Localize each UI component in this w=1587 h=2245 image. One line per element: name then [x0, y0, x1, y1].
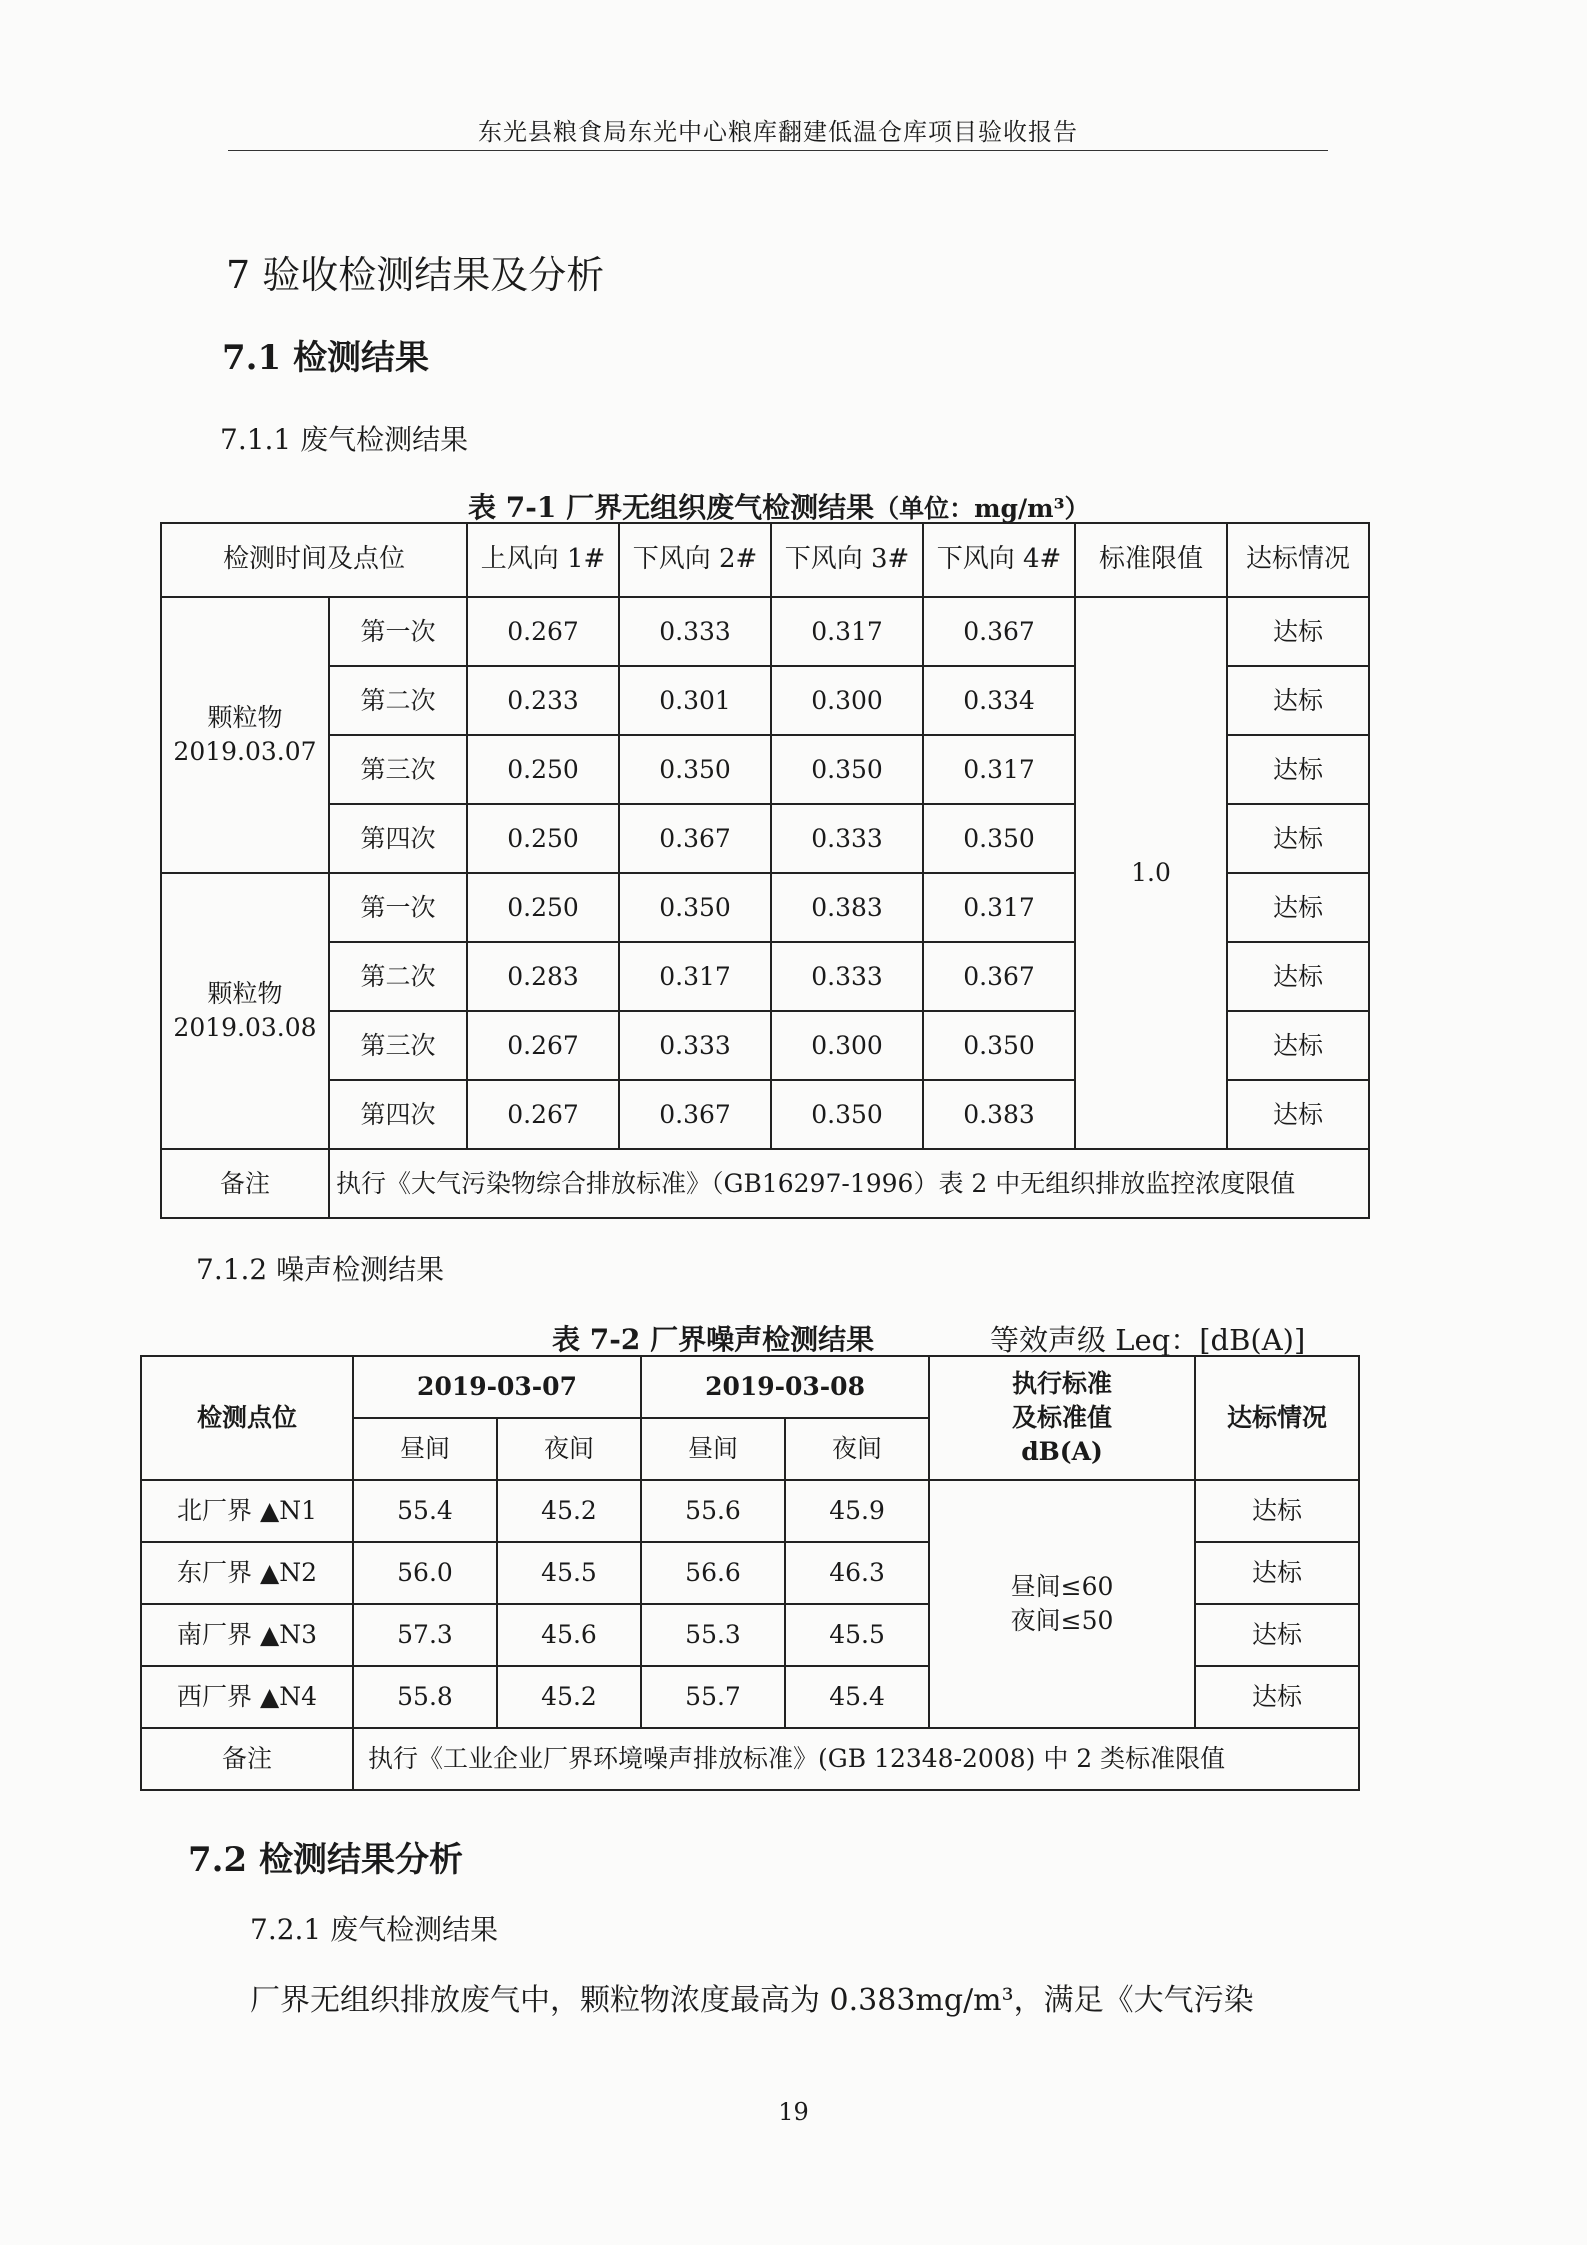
table-row [161, 597, 1369, 666]
value-cell: 55.7 [641, 1666, 785, 1728]
time-cell: 第三次 [329, 1011, 467, 1080]
table-1-unit: （单位：mg/m³） [874, 494, 1090, 523]
header-rule [228, 150, 1328, 151]
note-row [161, 1149, 1369, 1218]
value-cell: 45.9 [785, 1480, 929, 1542]
status-cell: 达标 [1227, 1080, 1369, 1149]
value-cell: 0.367 [619, 1080, 771, 1149]
standard-header-line: 及标准值 [1012, 1403, 1113, 1433]
section-7-1-title: 7.1 检测结果 [222, 338, 429, 378]
date-header: 2019-03-07 [353, 1356, 641, 1418]
time-cell: 第二次 [329, 666, 467, 735]
value-cell: 0.367 [923, 597, 1075, 666]
status-cell: 达标 [1227, 1011, 1369, 1080]
standard-header [929, 1356, 1195, 1480]
standard-night: 夜间≤50 [1010, 1606, 1114, 1635]
value-cell: 0.301 [619, 666, 771, 735]
value-cell: 55.8 [353, 1666, 497, 1728]
status-cell: 达标 [1227, 597, 1369, 666]
point-cell: 北厂界 ▲N1 [141, 1480, 353, 1542]
value-cell: 45.2 [497, 1666, 641, 1728]
value-cell: 0.350 [771, 1080, 923, 1149]
group-date: 2019.03.07 [173, 737, 317, 766]
date-header: 2019-03-08 [641, 1356, 929, 1418]
value-cell: 0.333 [771, 804, 923, 873]
value-cell: 55.3 [641, 1604, 785, 1666]
value-cell: 0.317 [923, 735, 1075, 804]
status-cell: 达标 [1227, 942, 1369, 1011]
header-cell: 检测点位 [141, 1356, 353, 1480]
value-cell: 0.333 [771, 942, 923, 1011]
value-cell: 0.334 [923, 666, 1075, 735]
value-cell: 0.317 [771, 597, 923, 666]
point-cell: 西厂界 ▲N4 [141, 1666, 353, 1728]
point-cell: 东厂界 ▲N2 [141, 1542, 353, 1604]
value-cell: 0.367 [923, 942, 1075, 1011]
standard-value-cell [929, 1480, 1195, 1728]
status-cell: 达标 [1195, 1604, 1359, 1666]
subsection-7-1-1-title: 7.1.1 废气检测结果 [220, 423, 469, 456]
header-cell: 下风向 4# [923, 523, 1075, 597]
value-cell: 45.2 [497, 1480, 641, 1542]
waste-gas-table [160, 522, 1370, 1219]
header-cell: 下风向 2# [619, 523, 771, 597]
section-7-2-title: 7.2 检测结果分析 [188, 1840, 463, 1880]
time-cell: 第四次 [329, 1080, 467, 1149]
value-cell: 45.6 [497, 1604, 641, 1666]
value-cell: 0.250 [467, 735, 619, 804]
value-cell: 0.233 [467, 666, 619, 735]
header-cell: 标准限值 [1075, 523, 1227, 597]
header-cell: 达标情况 [1227, 523, 1369, 597]
value-cell: 0.383 [771, 873, 923, 942]
status-cell: 达标 [1195, 1666, 1359, 1728]
header-cell: 检测时间及点位 [161, 523, 467, 597]
status-cell: 达标 [1195, 1542, 1359, 1604]
day-header: 昼间 [353, 1418, 497, 1480]
running-header: 东光县粮食局东光中心粮库翻建低温仓库项目验收报告 [478, 118, 1078, 146]
value-cell: 45.5 [785, 1604, 929, 1666]
value-cell: 0.300 [771, 1011, 923, 1080]
page-number: 19 [778, 2098, 809, 2126]
status-cell: 达标 [1227, 735, 1369, 804]
time-cell: 第一次 [329, 873, 467, 942]
value-cell: 45.5 [497, 1542, 641, 1604]
note-label: 备注 [141, 1728, 353, 1790]
time-cell: 第三次 [329, 735, 467, 804]
note-label: 备注 [161, 1149, 329, 1218]
time-cell: 第一次 [329, 597, 467, 666]
value-cell: 0.317 [619, 942, 771, 1011]
value-cell: 0.333 [619, 597, 771, 666]
table-2-caption: 表 7-2 厂界噪声检测结果 [552, 1323, 875, 1356]
value-cell: 0.367 [619, 804, 771, 873]
day-header: 昼间 [641, 1418, 785, 1480]
time-cell: 第二次 [329, 942, 467, 1011]
group-label-cell [161, 873, 329, 1149]
body-paragraph: 厂界无组织排放废气中，颗粒物浓度最高为 0.383mg/m³，满足《大气污染 [250, 1983, 1254, 2018]
standard-header-line: 执行标准 [1012, 1369, 1113, 1399]
note-text: 执行《工业企业厂界环境噪声排放标准》(GB 12348-2008) 中 2 类标准限值 [353, 1728, 1359, 1790]
header-cell: 下风向 3# [771, 523, 923, 597]
chapter-title: 7 验收检测结果及分析 [226, 253, 605, 297]
group-label: 颗粒物 [207, 703, 283, 733]
status-cell: 达标 [1195, 1480, 1359, 1542]
group-label-cell [161, 597, 329, 873]
value-cell: 45.4 [785, 1666, 929, 1728]
night-header: 夜间 [785, 1418, 929, 1480]
value-cell: 0.267 [467, 1011, 619, 1080]
standard-header-line: dB(A) [1021, 1436, 1103, 1466]
value-cell: 0.300 [771, 666, 923, 735]
table-1-caption-text: 表 7-1 厂界无组织废气检测结果 [468, 491, 875, 524]
value-cell: 56.0 [353, 1542, 497, 1604]
value-cell: 55.4 [353, 1480, 497, 1542]
value-cell: 0.250 [467, 873, 619, 942]
value-cell: 0.350 [619, 873, 771, 942]
status-cell: 达标 [1227, 666, 1369, 735]
subsection-7-1-2-title: 7.1.2 噪声检测结果 [196, 1253, 445, 1286]
value-cell: 0.350 [619, 735, 771, 804]
value-cell: 0.350 [923, 1011, 1075, 1080]
header-cell: 上风向 1# [467, 523, 619, 597]
value-cell: 0.250 [467, 804, 619, 873]
note-row [141, 1728, 1359, 1790]
header-cell: 达标情况 [1195, 1356, 1359, 1480]
table-2-unit: 等效声级 Leq：[dB(A)] [990, 1323, 1306, 1357]
noise-table [140, 1355, 1360, 1791]
point-cell: 南厂界 ▲N3 [141, 1604, 353, 1666]
note-text: 执行《大气污染物综合排放标准》（GB16297-1996）表 2 中无组织排放监控浓度限值 [329, 1149, 1369, 1218]
value-cell: 0.383 [923, 1080, 1075, 1149]
time-cell: 第四次 [329, 804, 467, 873]
value-cell: 0.350 [771, 735, 923, 804]
value-cell: 57.3 [353, 1604, 497, 1666]
value-cell: 55.6 [641, 1480, 785, 1542]
value-cell: 0.350 [923, 804, 1075, 873]
table-row [141, 1480, 1359, 1542]
value-cell: 0.267 [467, 597, 619, 666]
standard-day: 昼间≤60 [1010, 1572, 1114, 1602]
value-cell: 0.317 [923, 873, 1075, 942]
table-1-caption [468, 486, 1090, 526]
value-cell: 0.283 [467, 942, 619, 1011]
value-cell: 0.333 [619, 1011, 771, 1080]
status-cell: 达标 [1227, 804, 1369, 873]
value-cell: 56.6 [641, 1542, 785, 1604]
value-cell: 0.267 [467, 1080, 619, 1149]
group-date: 2019.03.08 [173, 1013, 317, 1042]
value-cell: 46.3 [785, 1542, 929, 1604]
subsection-7-2-1-title: 7.2.1 废气检测结果 [250, 1913, 499, 1946]
status-cell: 达标 [1227, 873, 1369, 942]
limit-cell: 1.0 [1075, 597, 1227, 1149]
night-header: 夜间 [497, 1418, 641, 1480]
group-label: 颗粒物 [207, 979, 283, 1009]
